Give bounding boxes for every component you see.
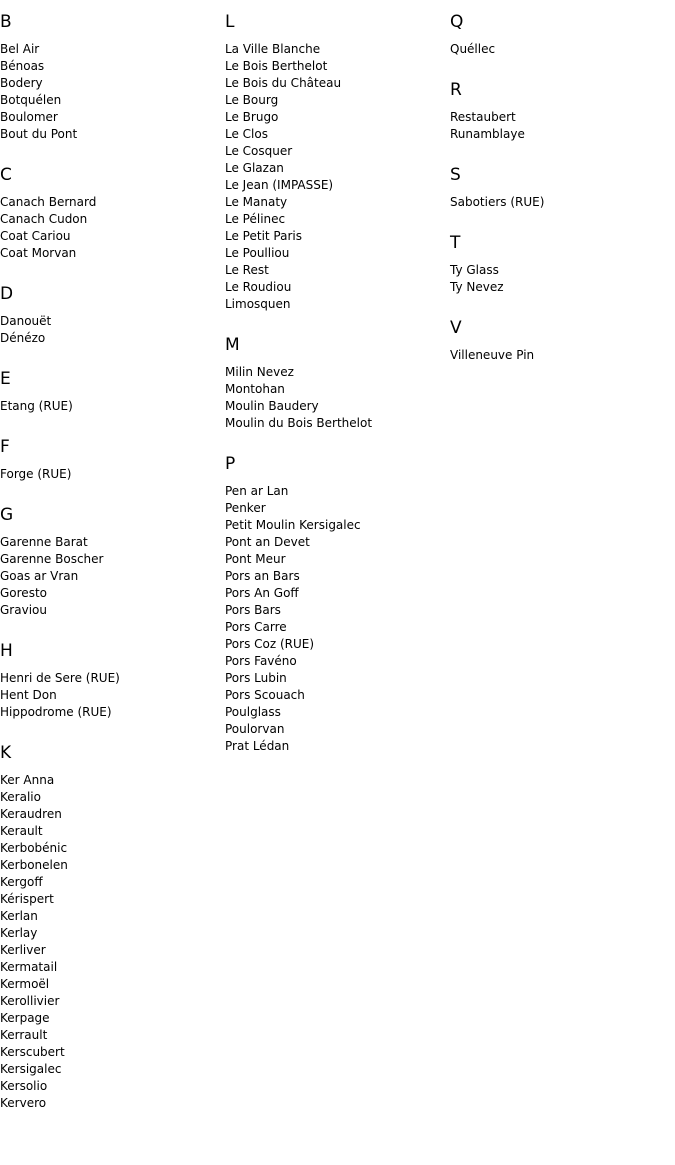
street-column-1	[0, 0, 215, 1112]
street-name: Le Jean (IMPASSE)	[225, 178, 334, 192]
letter-heading: M	[225, 335, 240, 355]
street-name: Le Bois du Château	[225, 76, 342, 90]
letter-heading: Q	[450, 12, 464, 32]
street-name: Le Clos	[225, 127, 268, 141]
letter-heading: F	[0, 437, 10, 457]
letter-group-g	[0, 504, 215, 619]
street-column-3	[450, 0, 665, 364]
letter-group-t	[450, 232, 665, 296]
street-list	[225, 364, 440, 432]
street-name: Pors Carre	[225, 620, 287, 634]
street-name: Sabotiers (RUE)	[450, 195, 545, 209]
street-name: Keraudren	[0, 807, 62, 821]
street-column-2	[225, 0, 440, 755]
street-name: Kermatail	[0, 960, 58, 974]
street-name: Bout du Pont	[0, 127, 78, 141]
street-list	[225, 483, 440, 755]
street-name: Moulin Baudery	[225, 399, 319, 413]
street-name: Prat Lédan	[225, 739, 290, 753]
letter-heading: P	[225, 454, 236, 474]
street-name: La Ville Blanche	[225, 42, 321, 56]
street-list	[0, 313, 215, 347]
street-name: Moulin du Bois Berthelot	[225, 416, 373, 430]
street-name: Kerrault	[0, 1028, 48, 1042]
street-list	[0, 772, 215, 1112]
street-name: Kerpage	[0, 1011, 50, 1025]
street-name: Bodery	[0, 76, 43, 90]
street-name: Henri de Sere (RUE)	[0, 671, 120, 685]
street-name: Kervero	[0, 1096, 47, 1110]
street-name: Limosquen	[225, 297, 291, 311]
letter-group-q	[450, 11, 665, 58]
letter-heading: L	[225, 12, 235, 32]
street-list	[0, 194, 215, 262]
street-name: Dénézo	[0, 331, 46, 345]
street-name: Kerlan	[0, 909, 38, 923]
street-list	[450, 347, 665, 364]
street-name: Kersigalec	[0, 1062, 62, 1076]
letter-heading: T	[450, 233, 461, 253]
street-list	[450, 109, 665, 143]
street-name: Ty Nevez	[450, 280, 504, 294]
letter-group-m	[225, 334, 440, 432]
street-name: Pont an Devet	[225, 535, 310, 549]
street-name: Pors Coz (RUE)	[225, 637, 315, 651]
street-name: Bel Air	[0, 42, 40, 56]
street-name: Bénoas	[0, 59, 45, 73]
street-name: Le Petit Paris	[225, 229, 302, 243]
street-list	[0, 534, 215, 619]
street-name: Coat Morvan	[0, 246, 77, 260]
street-name: Goresto	[0, 586, 47, 600]
street-name: Le Glazan	[225, 161, 284, 175]
street-name: Ty Glass	[450, 263, 499, 277]
street-name: Pors An Goff	[225, 586, 299, 600]
letter-group-v	[450, 317, 665, 364]
street-name: Poulglass	[225, 705, 281, 719]
street-name: Danouët	[0, 314, 52, 328]
street-list	[450, 262, 665, 296]
street-name: Pors Scouach	[225, 688, 305, 702]
letter-heading: V	[450, 318, 462, 338]
street-name: Goas ar Vran	[0, 569, 79, 583]
street-name: Quéllec	[450, 42, 496, 56]
street-name: Kergoff	[0, 875, 43, 889]
street-name: Hent Don	[0, 688, 57, 702]
street-name: Kérispert	[0, 892, 54, 906]
street-name: Kerault	[0, 824, 43, 838]
street-name: Kerbobénic	[0, 841, 68, 855]
letter-heading: K	[0, 743, 12, 763]
street-name: Pont Meur	[225, 552, 286, 566]
street-name: Keralio	[0, 790, 41, 804]
letter-heading: G	[0, 505, 14, 525]
street-list	[0, 466, 215, 483]
street-name: Forge (RUE)	[0, 467, 72, 481]
street-name: Le Poulliou	[225, 246, 290, 260]
street-name: Milin Nevez	[225, 365, 294, 379]
street-name: Ker Anna	[0, 773, 55, 787]
letter-group-k	[0, 742, 215, 1112]
street-name: Kersolio	[0, 1079, 48, 1093]
letter-heading: B	[0, 12, 12, 32]
street-name: Kerbonelen	[0, 858, 68, 872]
street-name: Hippodrome (RUE)	[0, 705, 112, 719]
street-list	[0, 41, 215, 143]
street-name: Garenne Boscher	[0, 552, 104, 566]
street-name: Poulorvan	[225, 722, 285, 736]
letter-group-l	[225, 11, 440, 313]
street-name: Kerollivier	[0, 994, 60, 1008]
street-name: Canach Bernard	[0, 195, 97, 209]
street-name: Kermoël	[0, 977, 50, 991]
street-name: Penker	[225, 501, 266, 515]
letter-heading: D	[0, 284, 14, 304]
street-name: Etang (RUE)	[0, 399, 73, 413]
street-name: Le Roudiou	[225, 280, 292, 294]
street-name: Montohan	[225, 382, 285, 396]
letter-group-r	[450, 79, 665, 143]
letter-heading: C	[0, 165, 12, 185]
street-name: Kerlay	[0, 926, 38, 940]
letter-group-c	[0, 164, 215, 262]
street-name: Runamblaye	[450, 127, 525, 141]
street-name: Pors Lubin	[225, 671, 287, 685]
street-name: Le Bourg	[225, 93, 279, 107]
street-name: Kerliver	[0, 943, 46, 957]
letter-heading: E	[0, 369, 11, 389]
street-name: Coat Cariou	[0, 229, 71, 243]
street-list	[0, 670, 215, 721]
letter-group-h	[0, 640, 215, 721]
street-name: Pors Favéno	[225, 654, 297, 668]
street-list	[450, 194, 665, 211]
letter-group-p	[225, 453, 440, 755]
street-name: Garenne Barat	[0, 535, 88, 549]
street-name: Le Pélinec	[225, 212, 286, 226]
street-name: Botquélen	[0, 93, 62, 107]
street-name: Villeneuve Pin	[450, 348, 535, 362]
letter-group-b	[0, 11, 215, 143]
street-name: Kerscubert	[0, 1045, 65, 1059]
street-list	[0, 398, 215, 415]
street-name: Le Rest	[225, 263, 269, 277]
letter-group-f	[0, 436, 215, 483]
street-name: Le Cosquer	[225, 144, 293, 158]
street-name: Pors Bars	[225, 603, 281, 617]
letter-heading: H	[0, 641, 13, 661]
street-name: Graviou	[0, 603, 47, 617]
street-list	[225, 41, 440, 313]
street-name: Le Brugo	[225, 110, 279, 124]
letter-heading: R	[450, 80, 462, 100]
street-list	[450, 41, 665, 58]
letter-group-e	[0, 368, 215, 415]
street-name: Boulomer	[0, 110, 58, 124]
letter-heading: S	[450, 165, 461, 185]
street-name: Le Bois Berthelot	[225, 59, 328, 73]
letter-group-s	[450, 164, 665, 211]
street-name: Pen ar Lan	[225, 484, 289, 498]
letter-group-d	[0, 283, 215, 347]
street-name: Canach Cudon	[0, 212, 88, 226]
street-name: Restaubert	[450, 110, 516, 124]
street-name: Pors an Bars	[225, 569, 300, 583]
street-name: Petit Moulin Kersigalec	[225, 518, 361, 532]
street-name: Le Manaty	[225, 195, 288, 209]
